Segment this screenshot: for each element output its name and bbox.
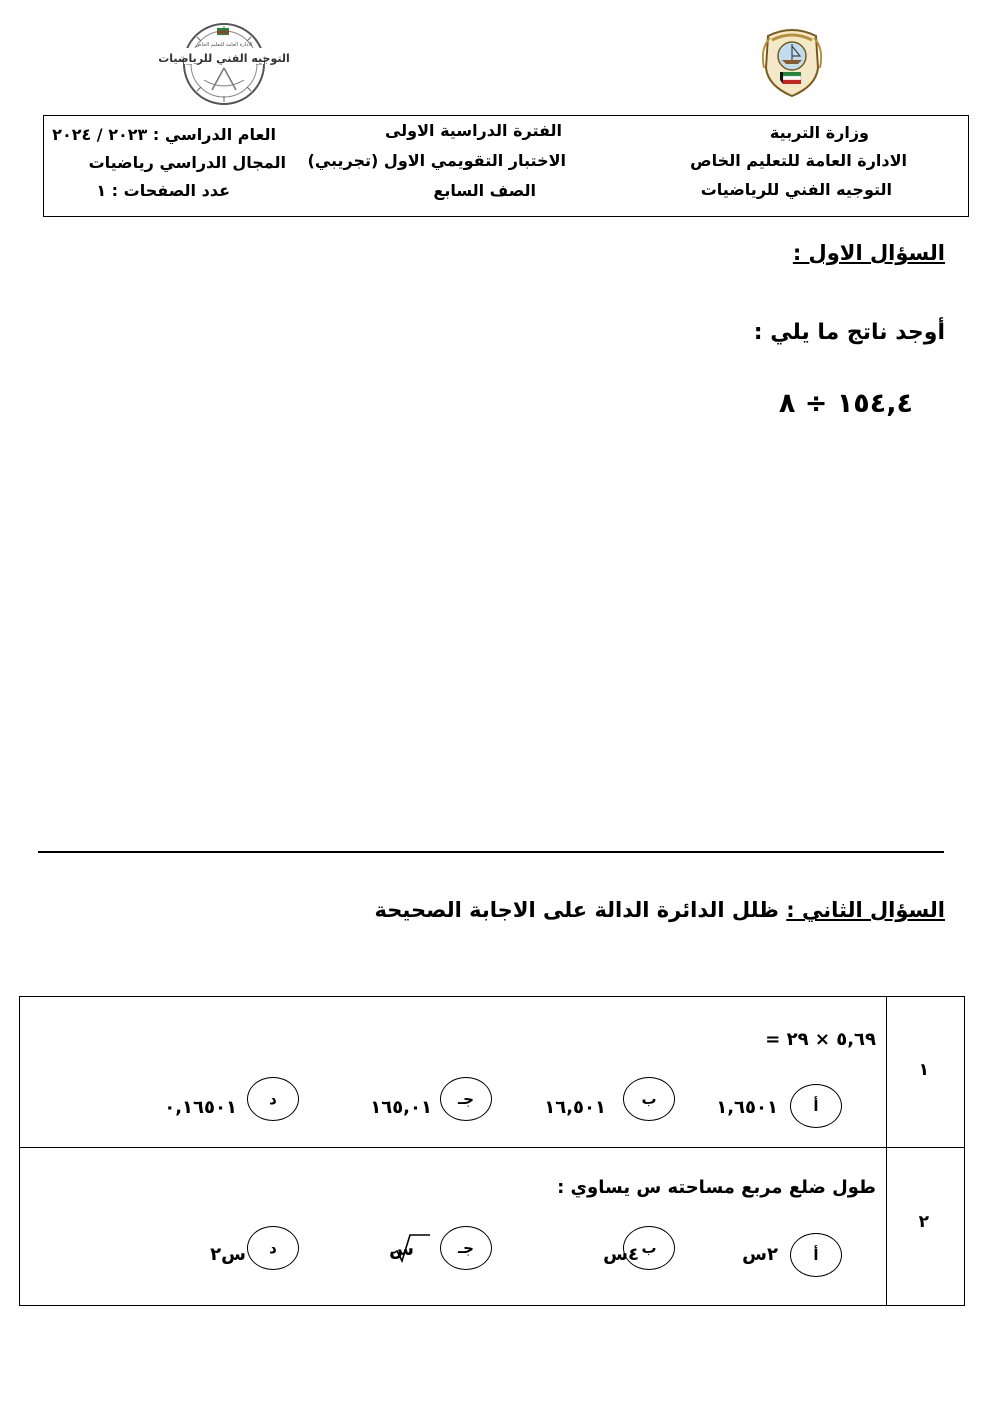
q1-title: السؤال الاول :: [792, 241, 945, 265]
q1-expression: ١٥٤,٤ ÷ ٨: [778, 388, 913, 419]
item-1-option-a-value: ١,٦٥٠١: [716, 1097, 778, 1118]
item-2-stem: طول ضلع مربع مساحته س يساوي :: [557, 1177, 876, 1198]
grade-label: الصف السابع: [433, 181, 536, 200]
item-1-option-b-value: ١٦,٥٠١: [544, 1097, 606, 1118]
item-1-option-d-value: ٠,١٦٥٠١: [164, 1097, 237, 1118]
math-department-logo-icon: [158, 22, 290, 106]
item-1-stem: ٥,٦٩ × ٢٩ =: [765, 1029, 876, 1050]
item-2-option-a-value: ٢س: [742, 1244, 778, 1265]
semester-label: الفترة الدراسية الاولى: [384, 121, 562, 140]
item-2-option-b-value: ٤س: [603, 1244, 639, 1265]
supervision-name: التوجيه الفني للرياضيات: [700, 180, 892, 199]
item-2-number: ٢: [918, 1212, 929, 1232]
item-2-option-d-circle[interactable]: د: [247, 1226, 299, 1270]
table-column-separator: [886, 997, 887, 1305]
header-box: [43, 115, 969, 217]
q2-title: السؤال الثاني : ظلل الدائرة الدالة على الاجابة الصحيحة: [374, 898, 945, 922]
dept-logo-text: التوجيه الفني للرياضيات: [158, 52, 290, 65]
item-2-option-b-circle[interactable]: ب: [623, 1226, 675, 1270]
item-1-option-c-value: ١٦٥,٠١: [370, 1097, 432, 1118]
mcq-table: [19, 996, 965, 1306]
section-divider: [38, 851, 944, 853]
exam-name: الاختبار التقويمي الاول (تجريبي): [307, 151, 566, 170]
administration-name: الادارة العامة للتعليم الخاص: [690, 151, 907, 170]
table-row-separator: [20, 1147, 964, 1148]
academic-year: العام الدراسي : ٢٠٢٣ / ٢٠٢٤: [52, 125, 276, 144]
dept-logo-subtext: الادارة العامة للتعليم الخاص: [195, 42, 253, 48]
item-1-option-b-circle[interactable]: ب: [623, 1077, 675, 1121]
item-2-option-c-circle[interactable]: جـ: [440, 1226, 492, 1270]
page-count: عدد الصفحات : ١: [96, 181, 230, 200]
item-2-option-c-value: س: [388, 1233, 416, 1260]
ministry-emblem-icon: [758, 28, 826, 98]
q1-instruction: أوجد ناتج ما يلي :: [753, 320, 945, 345]
subject-field: المجال الدراسي رياضيات: [88, 153, 286, 172]
item-1-option-a-circle[interactable]: أ: [790, 1084, 842, 1128]
item-2-option-d-value: س٢: [210, 1244, 246, 1265]
ministry-name: وزارة التربية: [769, 123, 869, 142]
square-root-icon: [386, 1229, 432, 1265]
item-1-option-d-circle[interactable]: د: [247, 1077, 299, 1121]
item-1-option-c-circle[interactable]: جـ: [440, 1077, 492, 1121]
item-1-number: ١: [918, 1060, 929, 1080]
item-2-option-a-circle[interactable]: أ: [790, 1233, 842, 1277]
